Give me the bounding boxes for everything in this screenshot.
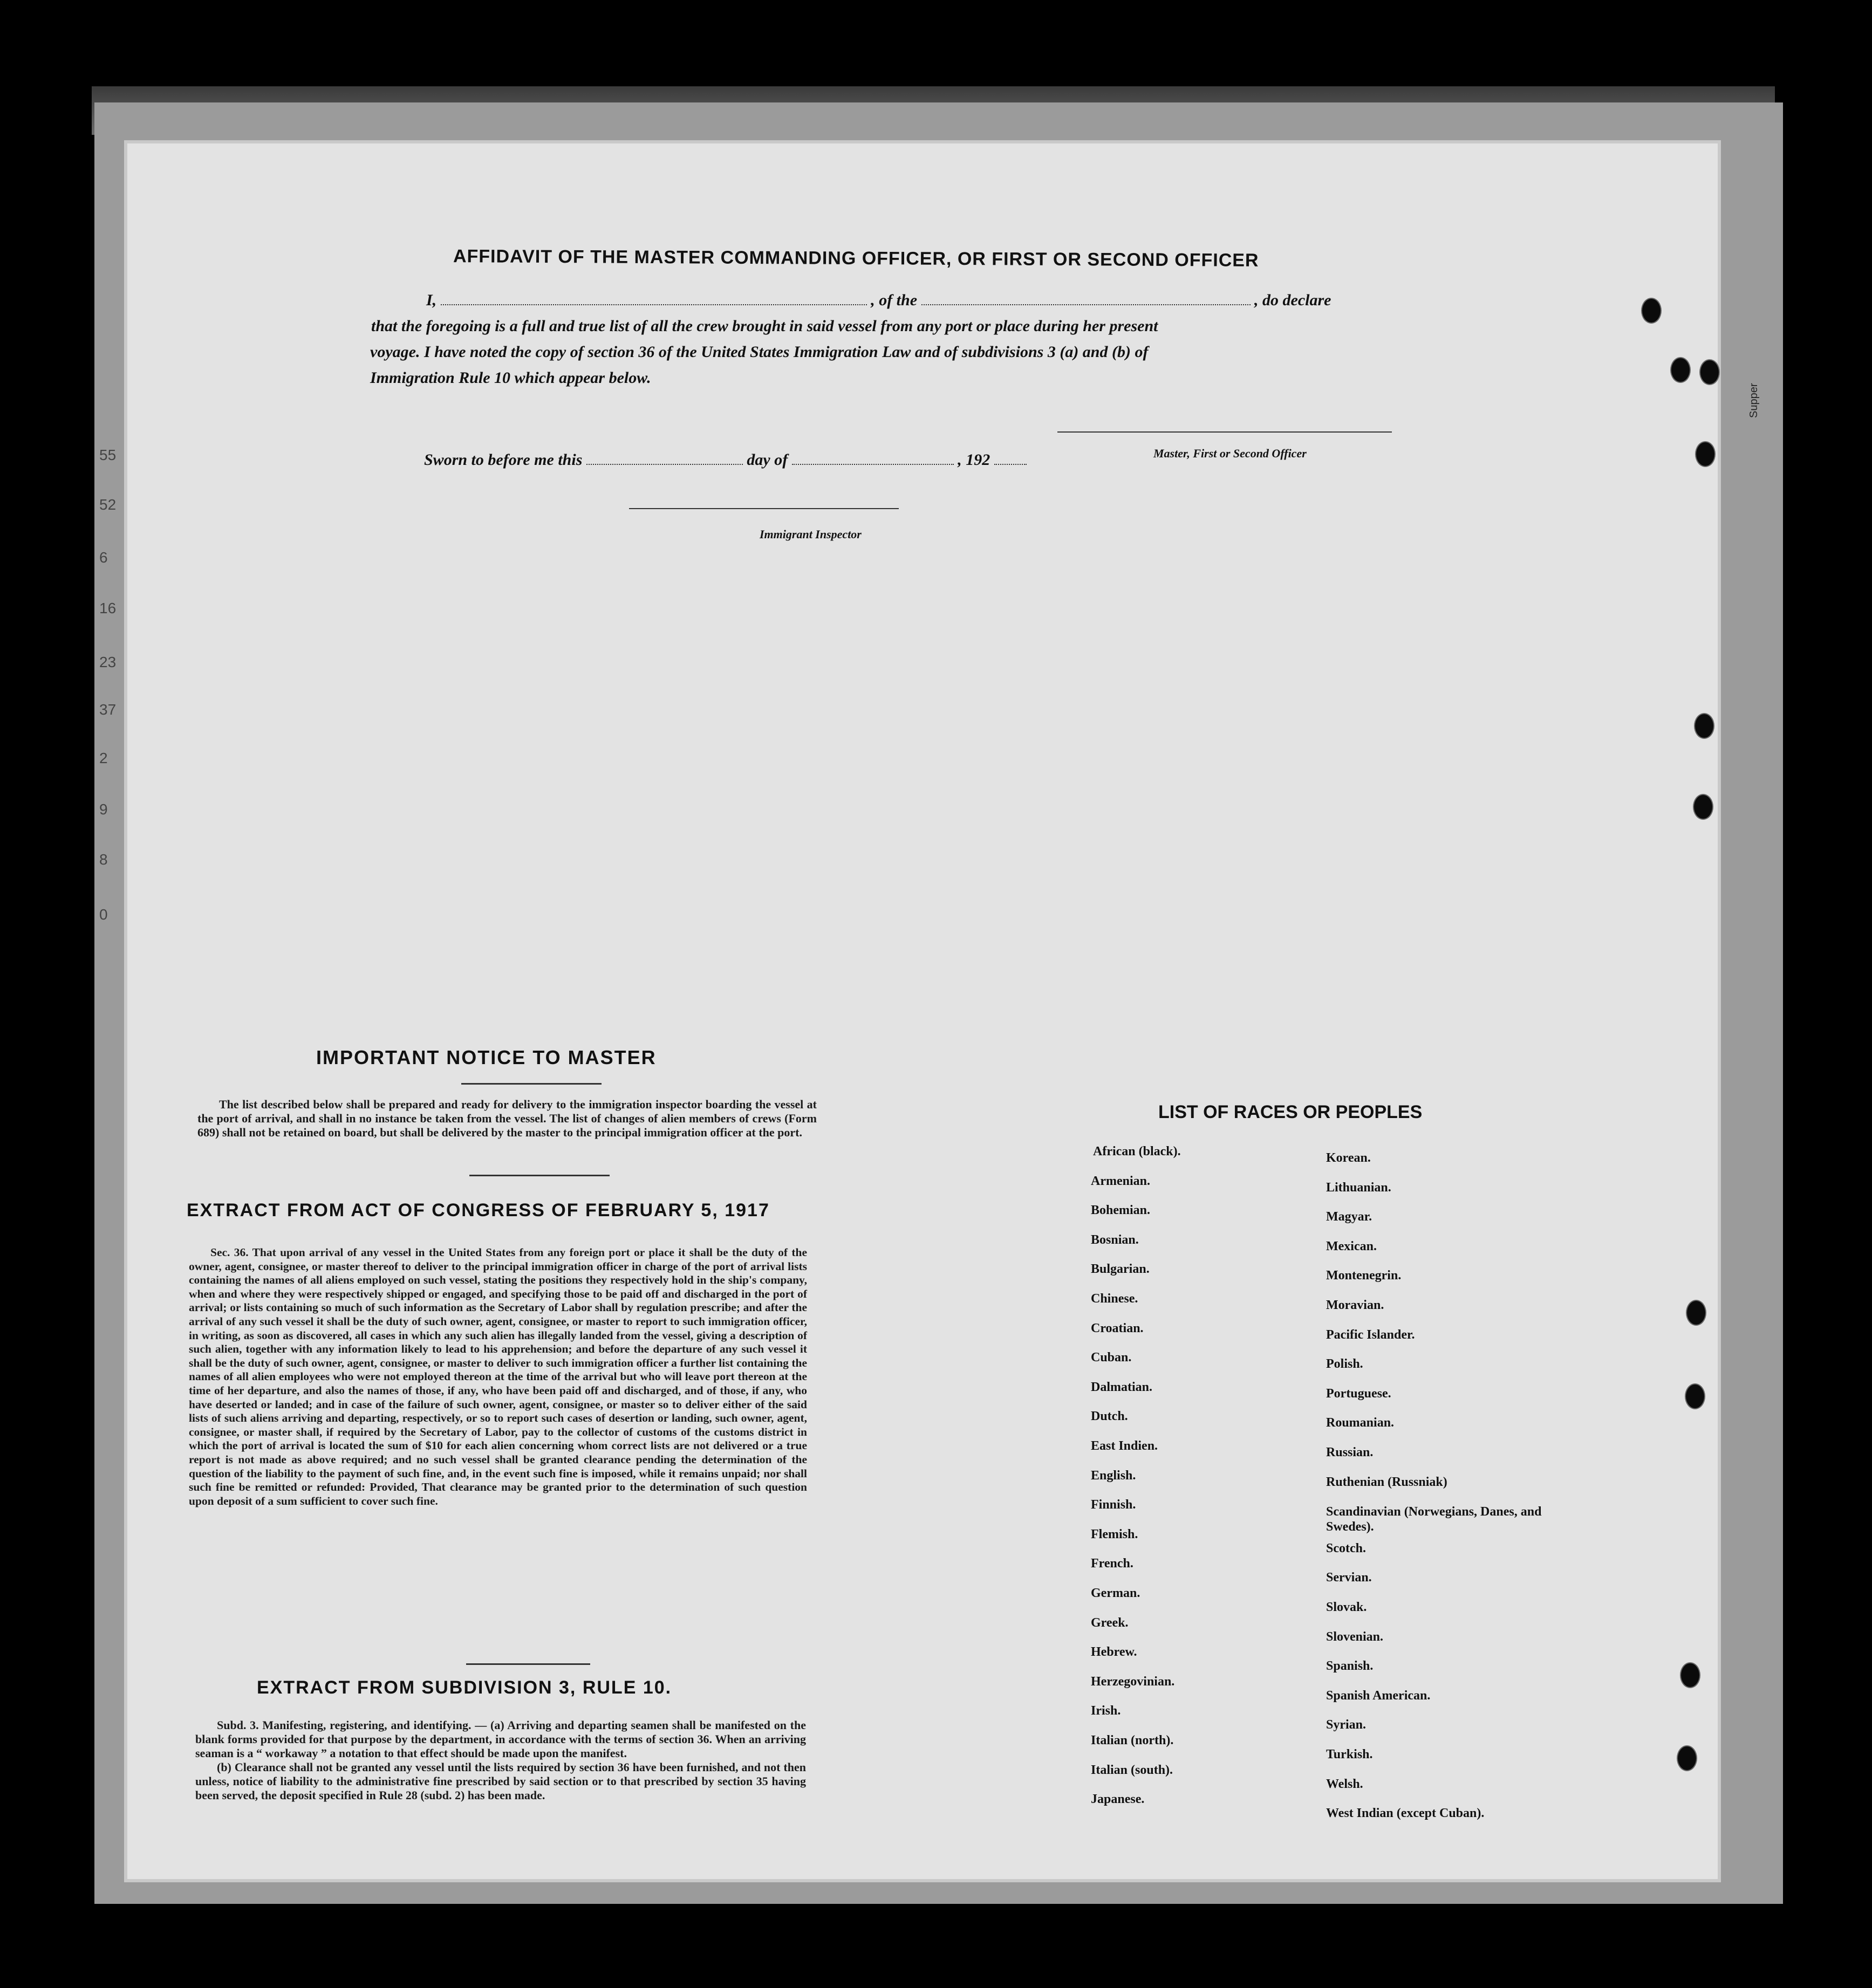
race-item: Cuban. <box>1091 1351 1132 1365</box>
race-item: Greek. <box>1091 1615 1129 1630</box>
race-item: Dalmatian. <box>1091 1380 1152 1394</box>
affidavit-line-3: voyage. I have noted the copy of section 36 of the United States Immigration Law and of subdivisions 3 (a) and (b) of <box>370 343 1149 361</box>
rule-title: EXTRACT FROM SUBDIVISION 3, RULE 10. <box>257 1677 672 1698</box>
form-sheet <box>124 140 1721 1882</box>
inspector-signature-line[interactable] <box>629 508 899 509</box>
notice-text <box>197 1098 817 1140</box>
race-item: Ruthenian (Russniak) <box>1326 1475 1447 1489</box>
race-item: Montenegrin. <box>1326 1269 1402 1283</box>
race-item: Welsh. <box>1326 1777 1363 1791</box>
margin-number: 2 <box>99 750 108 766</box>
punch-hole-icon <box>1641 298 1662 324</box>
race-item: Bulgarian. <box>1091 1262 1150 1277</box>
race-item: Slovak. <box>1326 1600 1367 1614</box>
race-item: Korean. <box>1326 1151 1371 1165</box>
punch-hole-icon <box>1699 359 1720 385</box>
race-item: Slovenian. <box>1326 1629 1384 1644</box>
race-item: Bohemian. <box>1091 1203 1151 1218</box>
rule-paragraph-a: Subd. 3. Manifesting, registering, and identifying. — (a) Arriving and departing seamen shall be manifested on the blank forms provided for that purpose by the department, in accordance with the terms of section 36. When an arriving seaman is a “ workaway ” a notation to that effect should be made upon the manifest. <box>195 1718 806 1760</box>
margin-number: 37 <box>99 701 117 718</box>
notice-title: IMPORTANT NOTICE TO MASTER <box>316 1046 657 1068</box>
race-item: Bosnian. <box>1091 1232 1139 1247</box>
punch-hole-icon <box>1670 357 1691 383</box>
race-item: Hebrew. <box>1091 1645 1137 1660</box>
race-item: Finnish. <box>1091 1498 1136 1512</box>
master-signature-line[interactable] <box>1057 431 1392 433</box>
notice-rule-2 <box>469 1175 610 1176</box>
race-item: Servian. <box>1326 1571 1372 1585</box>
race-item: Moravian. <box>1326 1298 1384 1312</box>
race-item: Armenian. <box>1091 1174 1150 1188</box>
race-item: Flemish. <box>1091 1527 1138 1541</box>
punch-hole-icon <box>1694 713 1714 739</box>
margin-number: 8 <box>99 851 108 868</box>
race-item: Mexican. <box>1326 1239 1377 1253</box>
master-caption: Master, First or Second Officer <box>1153 447 1307 460</box>
margin-number: 23 <box>99 654 117 670</box>
affidavit-line-4: Immigration Rule 10 which appear below. <box>370 369 651 387</box>
race-item: Polish. <box>1326 1357 1363 1372</box>
sworn-year-text: , 192 <box>958 451 990 469</box>
race-item: Portuguese. <box>1326 1386 1391 1401</box>
race-item: Scotch. <box>1326 1541 1366 1555</box>
race-item: Japanese. <box>1091 1792 1145 1807</box>
notice-rule <box>461 1083 602 1085</box>
race-item: West Indian (except Cuban). <box>1326 1806 1485 1821</box>
punch-hole-icon <box>1685 1383 1705 1409</box>
margin-number: 16 <box>99 600 117 616</box>
act-rule <box>466 1663 590 1665</box>
race-item: Italian (south). <box>1091 1763 1173 1777</box>
race-item: East Indien. <box>1091 1439 1158 1453</box>
sworn-start: Sworn to before me this <box>424 451 583 469</box>
race-item: Italian (north). <box>1091 1733 1174 1747</box>
race-item: Spanish American. <box>1326 1688 1431 1703</box>
race-item: Pacific Islander. <box>1326 1327 1415 1342</box>
race-item: Irish. <box>1091 1704 1121 1718</box>
punch-hole-icon <box>1677 1745 1697 1771</box>
race-item: Herzegovinian. <box>1091 1674 1175 1689</box>
race-item: Syrian. <box>1326 1718 1367 1732</box>
sworn-day-blank[interactable] <box>586 462 743 465</box>
races-title: LIST OF RACES OR PEOPLES <box>1158 1102 1423 1122</box>
affidavit-line-1 <box>426 291 1331 310</box>
race-item: English. <box>1091 1468 1136 1483</box>
race-item: Spanish. <box>1326 1659 1374 1674</box>
inspector-caption: Immigrant Inspector <box>760 527 862 541</box>
act-paragraph: Sec. 36. That upon arrival of any vessel in the United States from any foreign port or place it shall be the duty of the owner, agent, consignee, or master thereof to deliver to the principal immigration officer in charge of the port of arrival lists containing the names of all aliens employed on such vessel, stating the positions they respectively hold in the ship's company, when and where they were respectively shipped or engaged, and specifying those to be paid off and discharged in the port of arrival; or lists containing so much of such information as the Secretary of Labor shall by regulation prescribe; and after the arrival of any such vessel it shall be the duty of such owner, agent, consignee, or master to report to such immigration officer, in writing, as soon as discovered, all cases in which any such alien has illegally landed from the vessel, giving a description of such alien, together with any information likely to lead to his apprehension; and before the departure of any such vessel it shall be the duty of such owner, agent, consignee, or master to deliver to such immigration officer a further list containing the names of all alien employees who were not employed thereon at the time of the arrival but who will leave port thereon at the time of her departure, and also the names of those, if any, who have been paid off and discharged, and of those, if any, who have deserted or landed; and in case of the failure of such owner, agent, consignee, or master so to deliver either of the said lists of such aliens arriving and departing, respectively, or so to report such cases of desertion or landing, such owner, agent, consignee, or master shall, if required by the Secretary of Labor, pay to the collector of customs of the customs district in which the port of arrival is located the sum of $10 for each alien concerning whom correct lists are not delivered or a true report is not made as above required; and no such vessel shall be granted clearance pending the determination of the question of the liability to the payment of such fine, and, in the event such fine is imposed, while it remains unpaid; nor shall such fine be remitted or refunded: Provided, That clearance may be granted prior to the determination of such question upon deposit of a sum sufficient to cover such fine. <box>189 1246 807 1507</box>
race-item: Turkish. <box>1326 1747 1373 1761</box>
margin-number: 55 <box>99 447 117 463</box>
sworn-month-blank[interactable] <box>792 462 954 465</box>
race-item: Chinese. <box>1091 1292 1138 1306</box>
race-item: French. <box>1091 1557 1133 1571</box>
margin-number: 6 <box>99 549 108 566</box>
affidavit-line1-start: I, <box>426 291 437 309</box>
race-item: Scandinavian (Norwegians, Danes, and Swedes). <box>1326 1505 1542 1534</box>
race-item: African (black). <box>1093 1144 1181 1158</box>
affidavit-title: AFFIDAVIT OF THE MASTER COMMANDING OFFICER, OR FIRST OR SECOND OFFICER <box>453 246 1259 271</box>
vessel-blank[interactable] <box>921 302 1251 305</box>
race-item: Lithuanian. <box>1326 1180 1391 1195</box>
act-text <box>189 1246 807 1508</box>
rule-paragraph-b: (b) Clearance shall not be granted any vessel until the lists required by section 36 have been furnished, and not then unless, notice of liability to the administrative fine prescribed by said section or to that prescribed by section 35 having been served, the deposit specified in Rule 28 (subd. 2) has been made. <box>195 1760 806 1802</box>
act-title: EXTRACT FROM ACT OF CONGRESS OF FEBRUARY 5, 1917 <box>187 1200 770 1221</box>
race-item: German. <box>1091 1586 1140 1600</box>
punch-hole-icon <box>1686 1300 1706 1326</box>
rule-text <box>195 1718 806 1802</box>
punch-hole-icon <box>1695 441 1716 467</box>
sworn-year-blank[interactable] <box>994 462 1027 465</box>
punch-hole-icon <box>1680 1662 1700 1688</box>
margin-number: 9 <box>99 801 108 818</box>
name-blank[interactable] <box>441 302 867 305</box>
margin-number: 52 <box>99 496 117 513</box>
margin-number: 0 <box>99 906 108 923</box>
sworn-line <box>424 451 1027 469</box>
race-item: Roumanian. <box>1326 1416 1395 1430</box>
affidavit-line-2: that the foregoing is a full and true list of all the crew brought in said vessel from any port or place during her present <box>371 317 1158 335</box>
side-label: Supper <box>1748 383 1760 418</box>
race-item: Russian. <box>1326 1445 1374 1459</box>
punch-hole-icon <box>1693 794 1713 820</box>
affidavit-line1-end: , do declare <box>1254 291 1331 309</box>
affidavit-line1-mid: , of the <box>871 291 918 309</box>
race-item: Croatian. <box>1091 1321 1144 1335</box>
race-item: Dutch. <box>1091 1409 1128 1424</box>
notice-paragraph: The list described below shall be prepared and ready for delivery to the immigration inspector boarding the vessel at the port of arrival, and shall in no instance be taken from the vessel. The list of changes of alien members of crews (Form 689) shall not be retained on board, but shall be delivered by the master to the principal immigration officer at the port. <box>197 1098 817 1139</box>
sworn-day-text: day of <box>747 451 788 469</box>
race-item: Magyar. <box>1326 1210 1372 1224</box>
